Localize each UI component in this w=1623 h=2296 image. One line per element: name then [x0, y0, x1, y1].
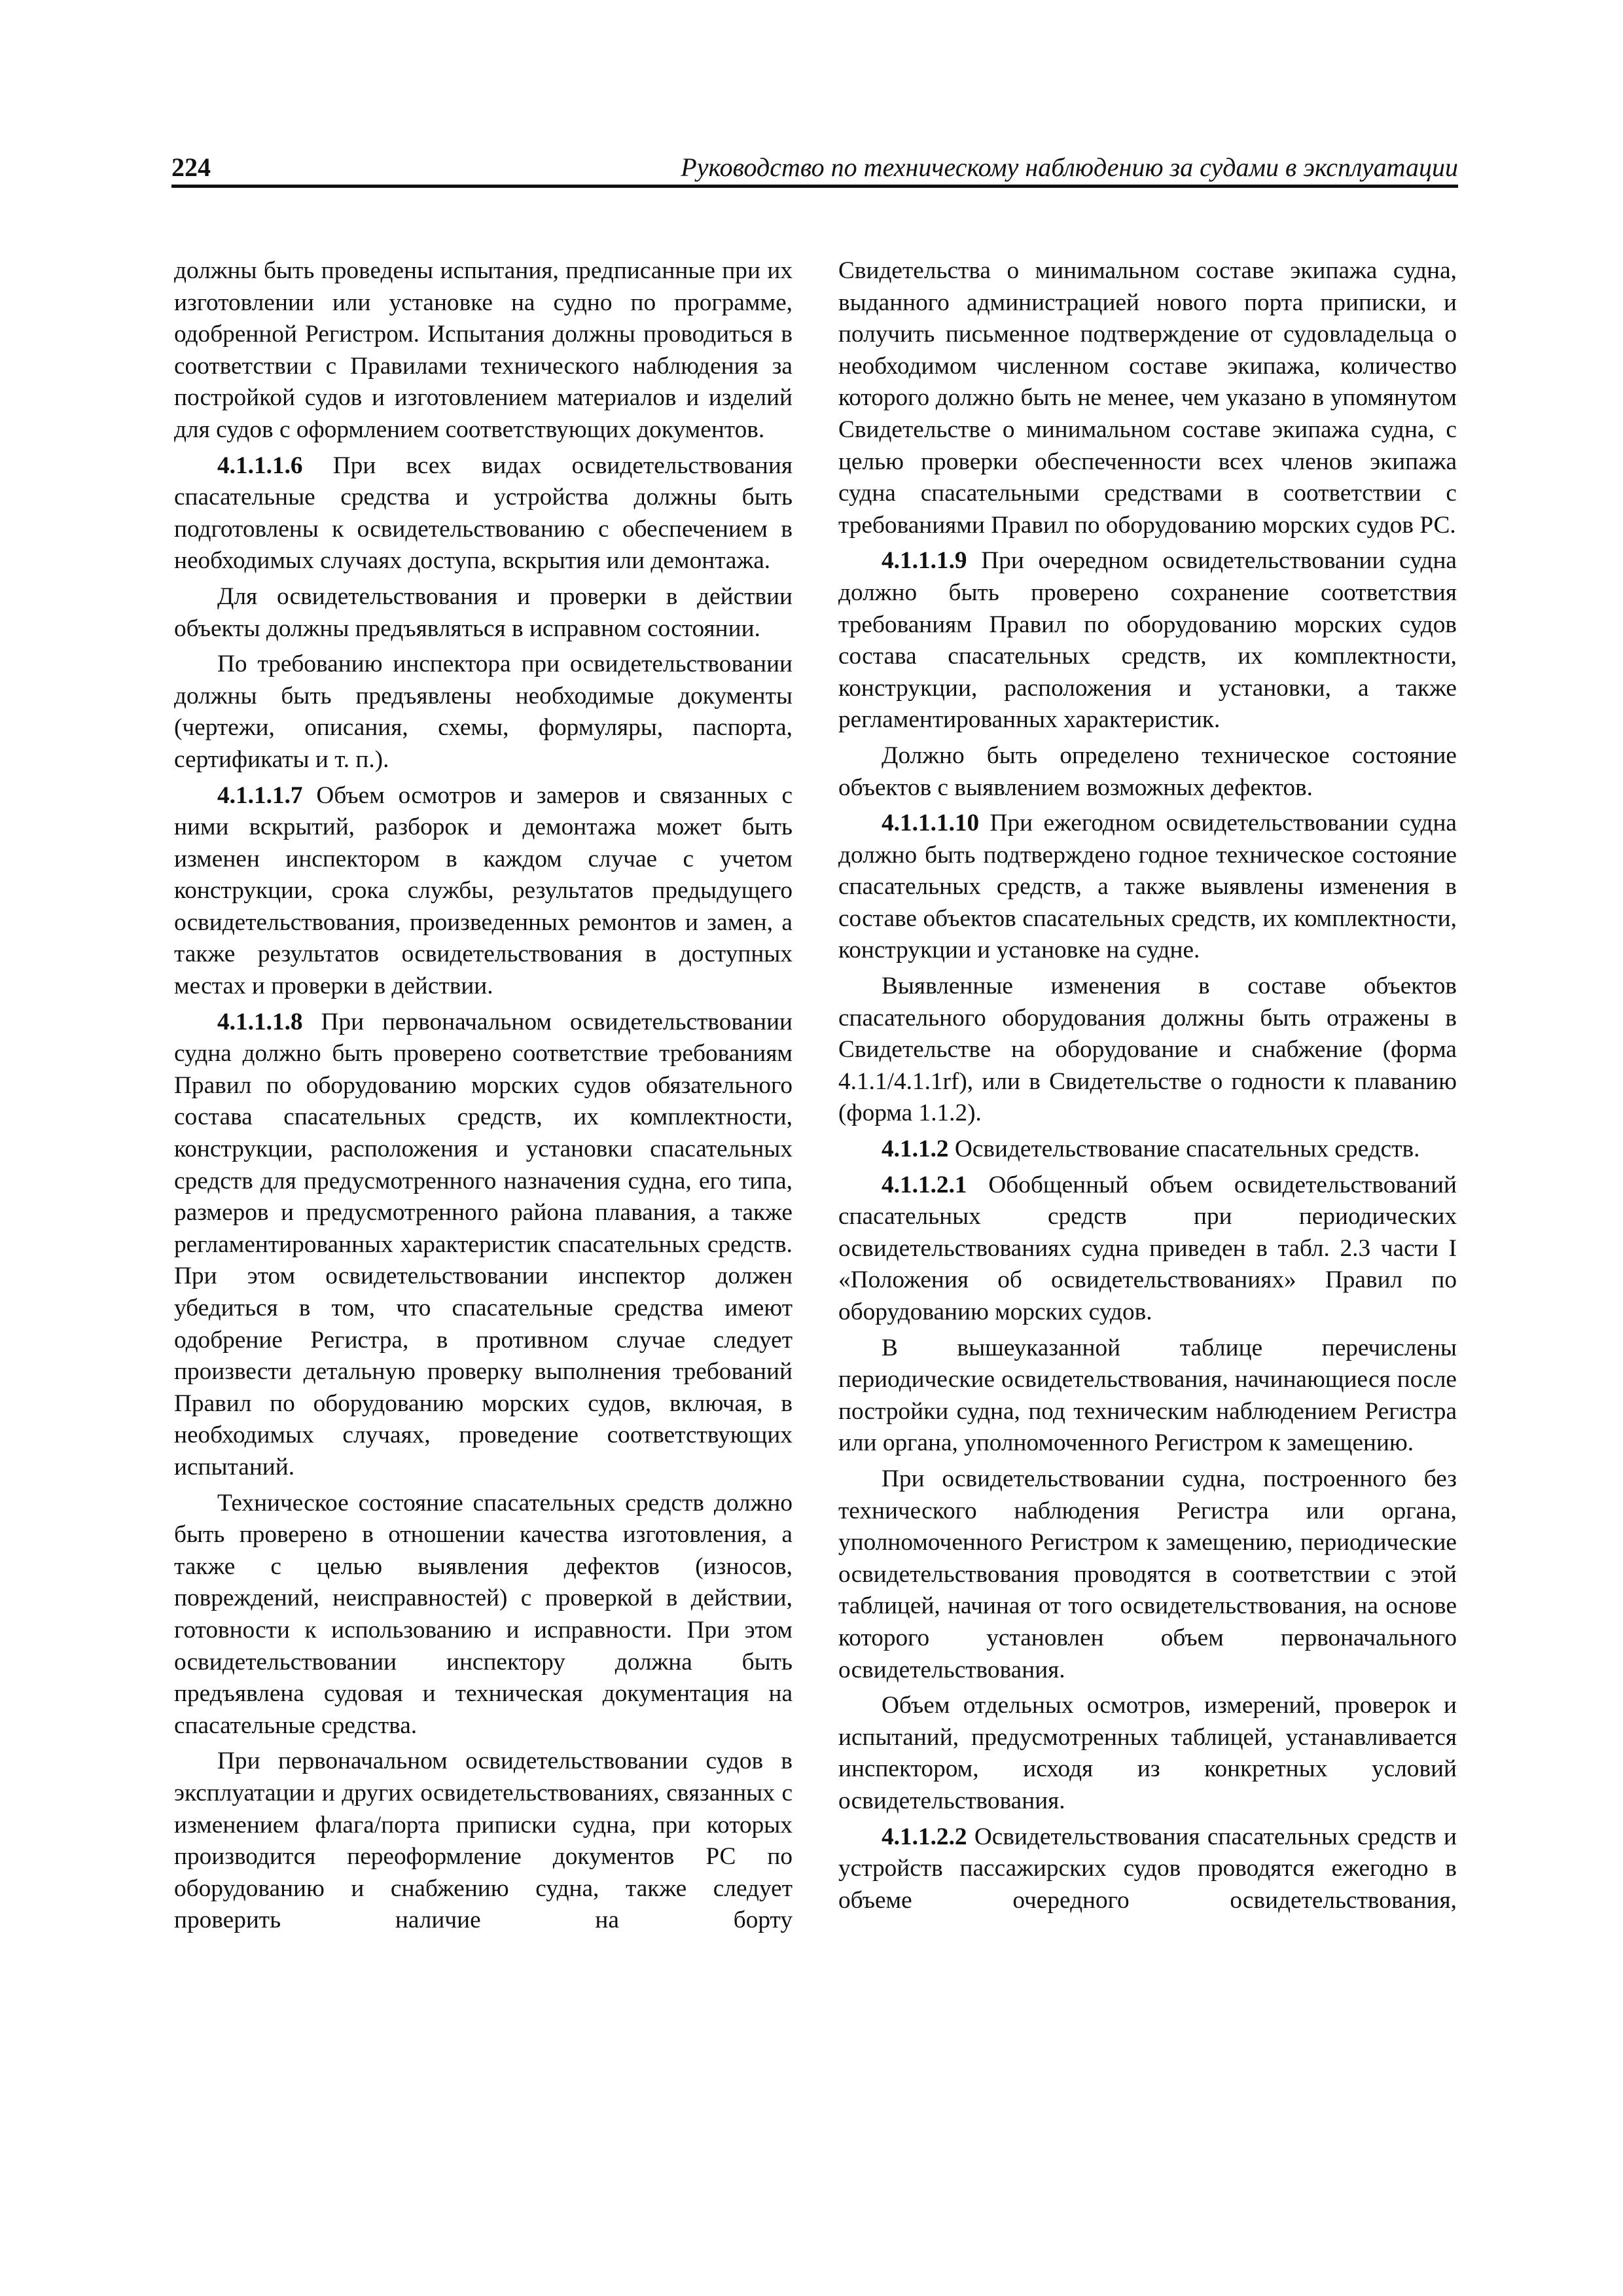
- paragraph: Выявленные изменения в составе объектов спасательного оборудования должны быть отражены в Свидетельстве на оборудование и снабжение (форма 4.1.1/4.1.1rf), или в Свидетельстве о годности к плаванию (форма 1.1.2).: [838, 973, 1457, 1127]
- paragraph: Объем отдельных осмотров, измерений, проверок и испытаний, предусмотренных таблицей, устанавливается инспектором, исходя из конкретных условий освидетельствования.: [838, 1692, 1457, 1814]
- paragraph-4-1-1-1-9: 4.1.1.1.9 При очередном освидетельствовании судна должно быть проверено сохранение соответствия требованиям Правил по оборудованию морских судов состава спасательных средств, их комплектности, конструкции, расположения и установки, а также регламентированных характеристик.: [838, 547, 1457, 734]
- clause-number: 4.1.1.2.1: [882, 1171, 967, 1198]
- clause-number: 4.1.1.1.10: [882, 810, 980, 837]
- paragraph: должны быть проведены испытания, предписанные при их изготовлении или установке на судно по программе, одобренной Регистром. Испытания должны проводиться в соответствии с Правилами технического наблюдения за постройкой судов и изготовлением материалов и изделий для судов с оформлением соответствующих документов.: [174, 257, 793, 443]
- page-number: 224: [171, 152, 211, 182]
- paragraph: Техническое состояние спасательных средств должно быть проверено в отношении качества изготовления, а также с целью выявления дефектов (износов, повреждений, неисправностей) с проверкой в действии, готовности к использованию и исправности. При этом освидетельствовании инспектору должна быть предъявлена судовая и техническая документация на спасательные средства.: [174, 1489, 793, 1739]
- paragraph-4-1-1-2-1: 4.1.1.2.1 Обобщенный объем освидетельствований спасательных средств при периодических освидетельствованиях судна приведен в табл. 2.3 части I «Положения об освидетельствованиях» Правил по оборудованию морских судов.: [838, 1171, 1457, 1325]
- clause-number: 4.1.1.2.2: [882, 1823, 967, 1850]
- clause-number: 4.1.1.1.8: [217, 1008, 303, 1035]
- running-title: Руководство по техническому наблюдению за судами в эксплуатации: [681, 152, 1458, 182]
- clause-number: 4.1.1.1.9: [882, 547, 967, 575]
- running-header: [171, 145, 1458, 188]
- paragraph-4-1-1-1-10: 4.1.1.1.10 При ежегодном освидетельствовании судна должно быть подтверждено годное техническое состояние спасательных средств, а также выявлены изменения в составе объектов спасательных средств, их комплектности, конструкции и установке на судне.: [838, 810, 1457, 964]
- paragraph-4-1-1-2: 4.1.1.2 Освидетельствование спасательных средств.: [882, 1136, 1420, 1163]
- paragraph-4-1-1-1-6: 4.1.1.1.6 При всех видах освидетельствования спасательные средства и устройства должны быть подготовлены к освидетельствованию с обеспечением в необходимых случаях доступа, вскрытия или демонтажа.: [174, 452, 793, 575]
- paragraph-4-1-1-1-7: 4.1.1.1.7 Объем осмотров и замеров и связанных с ними вскрытий, разборок и демонтажа может быть изменен инспектором в каждом случае с учетом конструкции, срока службы, результатов предыдущего освидетельствования, произведенных ремонтов и замен, а также результатов освидетельствования в доступных местах и проверки в действии.: [174, 781, 793, 1000]
- paragraph-4-1-1-2-2: 4.1.1.2.2 Освидетельствования спасательных средств и устройств пассажирских судов проводятся ежегодно в объеме очередного освидетельствования,: [838, 1823, 1457, 1914]
- paragraph: Свидетельства о минимальном составе экипажа судна, выданного администрацией нового порта приписки, и получить письменное подтверждение от судовладельца о необходимом численном составе экипажа, количество которого должно быть не менее, чем указано в упомянутом Свидетельстве о минимальном составе экипажа судна, с целью проверки обеспеченности всех членов экипажа судна спасательными средствами в соответствии с требованиями Правил по оборудованию морских судов РС.: [838, 257, 1457, 539]
- paragraph-4-1-1-1-8: 4.1.1.1.8 При первоначальном освидетельствовании судна должно быть проверено соответствие требованиям Правил по оборудованию морских судов обязательного состава спасательных средств, их комплектности, конструкции, расположения и установки спасательных средств для предусмотренного назначения судна, его типа, размеров и предусмотренного района плавания, а также регламентированных характеристик спасательных средств. При этом освидетельствовании инспектор должен убедиться в том, что спасательные средства имеют одобрение Регистра, в противном случае следует произвести детальную проверку выполнения требований Правил по оборудованию морских судов, включая, в необходимых случаях, проведение соответствующих испытаний.: [174, 1008, 793, 1480]
- paragraph: При освидетельствовании судна, построенного без технического наблюдения Регистра или органа, уполномоченного Регистром к замещению, периодические освидетельствования проводятся в соответствии с этой таблицей, начиная от того освидетельствования, на основе которого установлен объем первоначального освидетельствования.: [838, 1465, 1457, 1683]
- paragraph: При первоначальном освидетельствовании судов в эксплуатации и других освидетельствованиях, связанных с изменением флага/порта приписки судна, при которых производится переоформление документов РС по оборудованию и снабжению судна, также следует проверить наличие на борту: [174, 1748, 793, 1934]
- paragraph: В вышеуказанной таблице перечислены периодические освидетельствования, начинающиеся после постройки судна, под техническим наблюдением Регистра или органа, уполномоченного Регистром к замещению.: [838, 1334, 1457, 1457]
- clause-number: 4.1.1.1.7: [217, 781, 303, 809]
- paragraph: По требованию инспектора при освидетельствовании должны быть предъявлены необходимые документы (чертежи, описания, схемы, формуляры, паспорта, сертификаты и т. п.).: [174, 651, 793, 773]
- paragraph: Для освидетельствования и проверки в действии объекты должны предъявляться в исправном состоянии.: [174, 583, 793, 642]
- clause-number: 4.1.1.1.6: [217, 452, 303, 479]
- right-column: [838, 255, 1457, 1920]
- clause-number: 4.1.1.2: [882, 1136, 949, 1163]
- left-column: [174, 255, 793, 1941]
- paragraph: Должно быть определено техническое состояние объектов с выявлением возможных дефектов.: [838, 742, 1457, 801]
